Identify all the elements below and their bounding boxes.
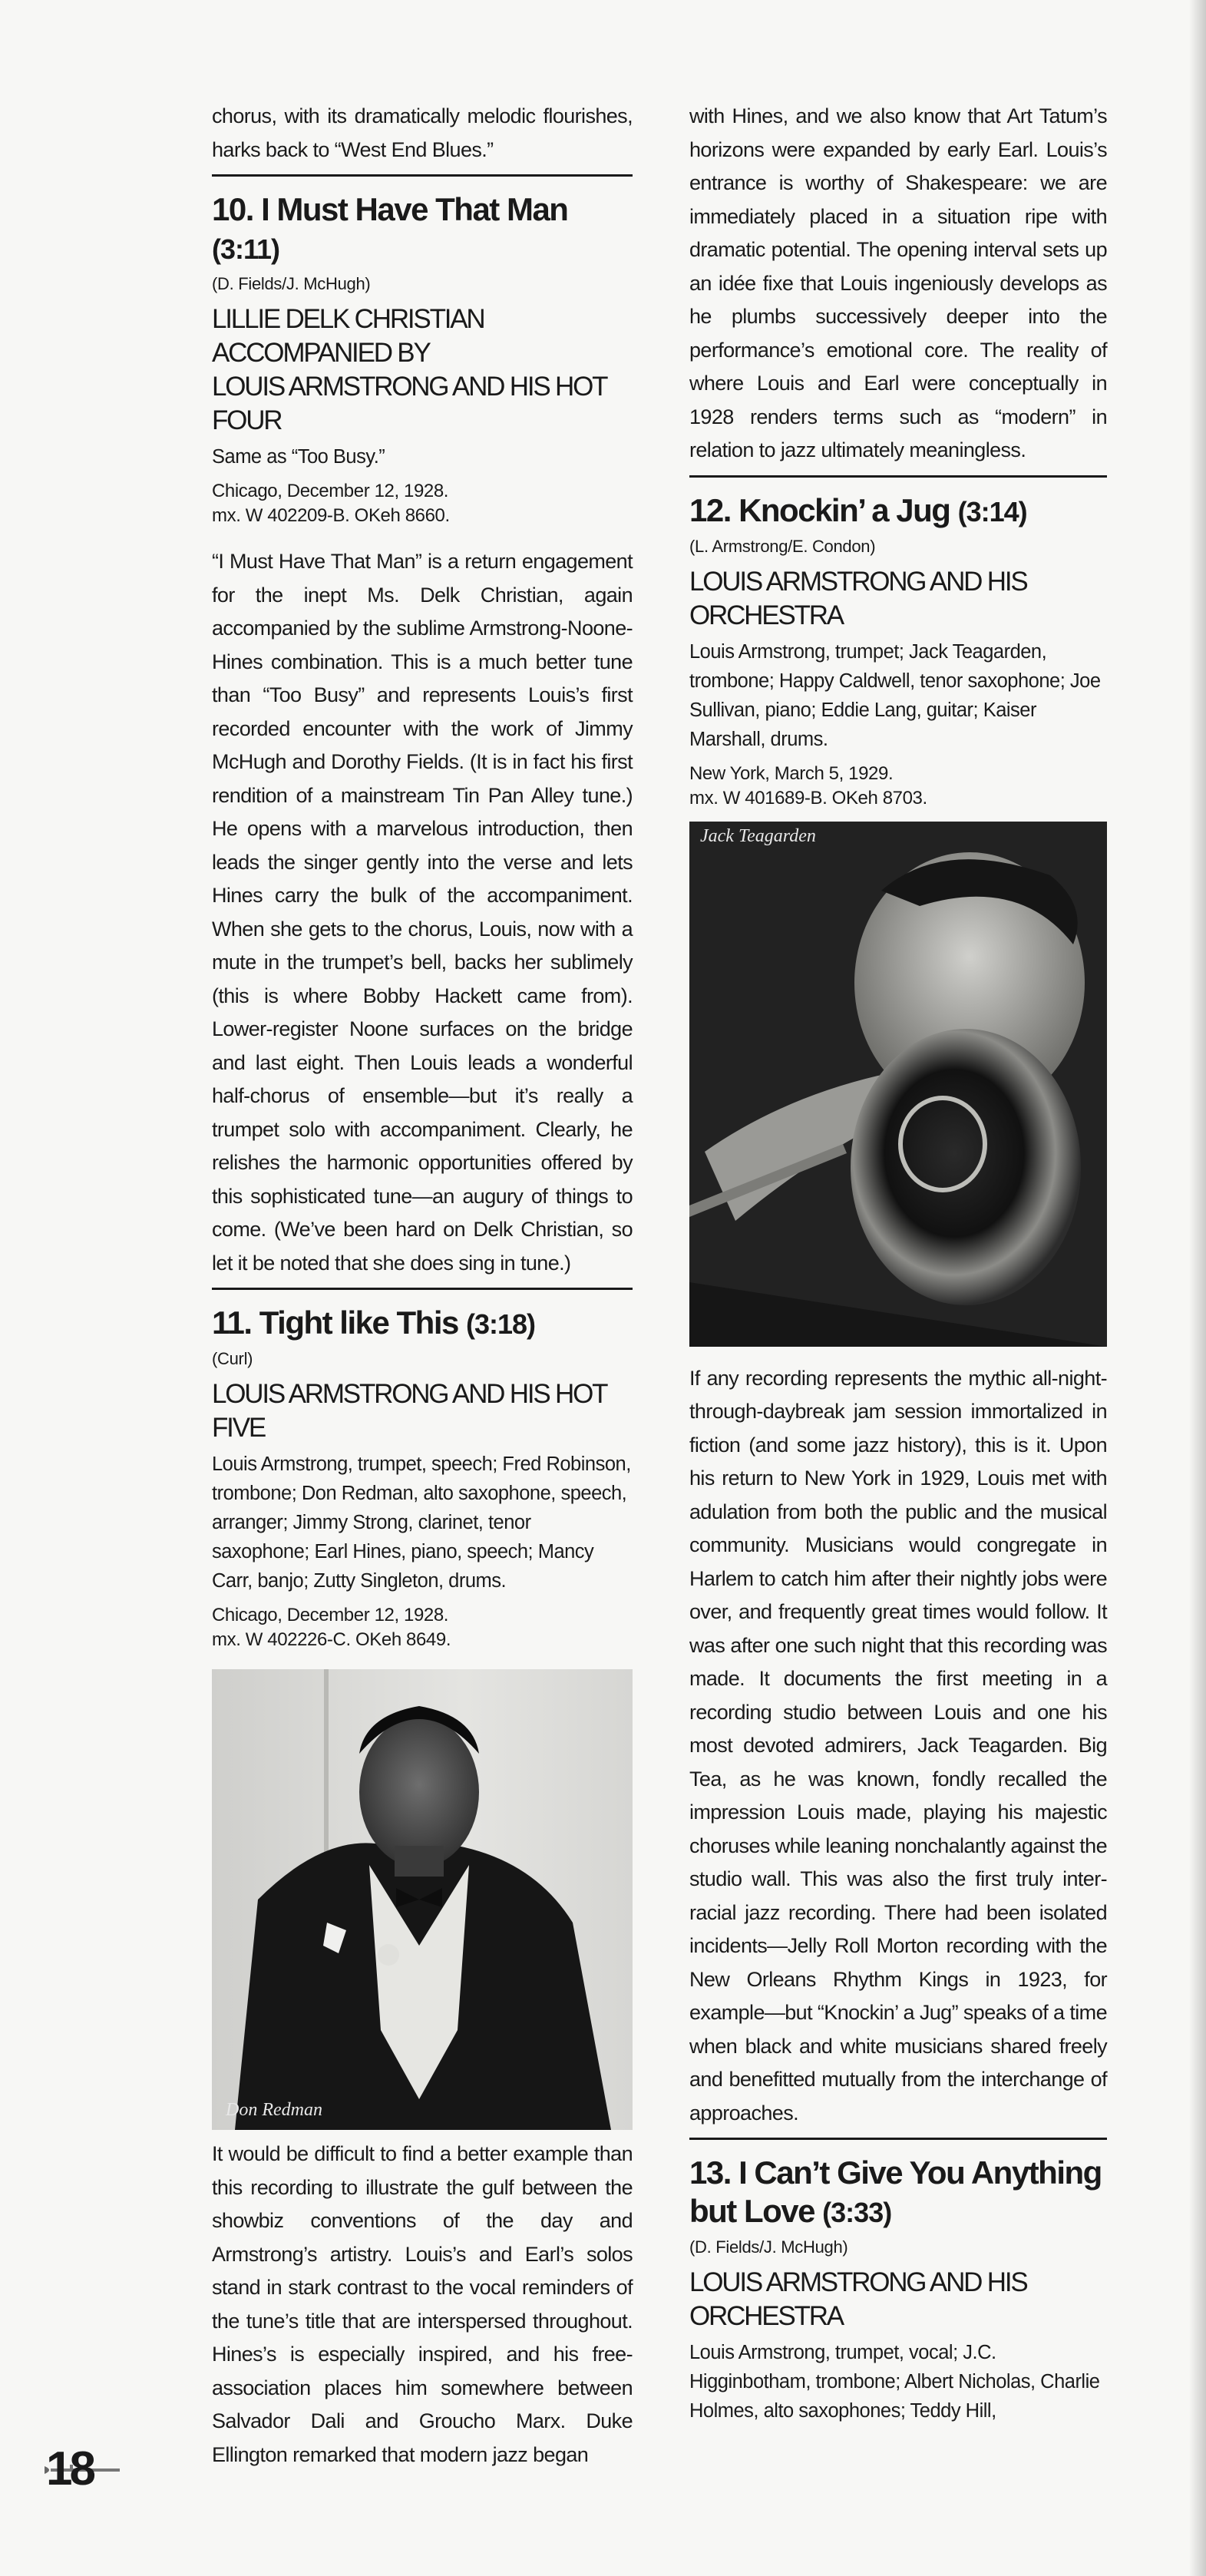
track-personnel: Louis Armstrong, trumpet, vocal; J.C. Higginbotham, trombone; Albert Nicholas, Charlie Holmes, alto saxophones; Teddy Hill, (689, 2342, 1100, 2422)
page-edge-shadow (1189, 0, 1206, 2576)
track-personnel: Louis Armstrong, trumpet, speech; Fred Robinson, trombone; Don Redman, alto saxophone, speech, arranger; Jimmy Strong, clarinet, tenor saxophone; Earl Hines, piano, speech; Mancy Carr, banjo; Zutty Singleton, drums. (212, 1453, 631, 1592)
track-duration: (3:11) (212, 233, 280, 265)
recording-session: New York, March 5, 1929. (689, 762, 894, 784)
track-artist: LOUIS ARMSTRONG AND HIS HOT FIVE (212, 1379, 606, 1443)
portrait-illustration (689, 822, 1107, 1347)
section-rule (212, 1288, 633, 1290)
matrix-number: mx. W 402209-B. OKeh 8660. (212, 505, 450, 526)
track-number: 10. (212, 191, 253, 227)
track-title-10 (212, 190, 633, 269)
recording-session: Chicago, December 12, 1928. (212, 481, 449, 501)
matrix-number: mx. W 402226-C. OKeh 8649. (212, 1629, 451, 1650)
section-rule (689, 2138, 1107, 2140)
track-composer: (L. Armstrong/E. Condon) (689, 536, 876, 556)
track-number: 11. (212, 1305, 252, 1341)
track-composer: (Curl) (212, 1349, 253, 1368)
track-notes: If any recording represents the mythic all-night-through-daybreak jam session immortalized in fiction (and some jazz history), this is it. Upon his return to New York in 1929, Louis met with adulation from both the public and the musical community. Musicians would congregate in Harlem to catch him after their nightly jobs were over, and frequently great times would follow. It was after one such night that this recording was made. It documents the first meeting in a recording studio between Louis and one his most devoted admirers, Jack Teagarden. Big Tea, as he was known, fondly recalled the impression Louis made, playing his majestic choruses while leaning nonchalantly against the studio wall. This was also the first truly inter-racial jazz recording. There had been isolated incidents—Jelly Roll Morton recording with the New Orleans Rhythm Kings in 1923, for example—but “Knockin’ a Jug” speaks of a time when black and white musicians shared freely and benefitted mutually from the interchange of approaches. (689, 1366, 1107, 2125)
track-number: 12. (689, 491, 731, 528)
track-personnel: Same as “Too Busy.” (212, 446, 385, 468)
continued-text: chorus, with its dramatically melodic flourishes, harks back to “West End Blues.” (212, 104, 633, 161)
track-title-13 (689, 2154, 1107, 2232)
track-name: Knockin’ a Jug (738, 491, 950, 528)
recording-session: Chicago, December 12, 1928. (212, 1605, 449, 1625)
continued-text: with Hines, and we also know that Art Tatum’s horizons were expanded by early Earl. Louis’s entrance is worthy of Shakespeare: we are immediately placed in a situation ripe with dramatic potential. The opening interval sets up an idée fixe that Louis ingeniously develops as he plumbs successively deeper into the performance’s emotional core. The reality of where Louis and Earl were conceptually in 1928 renders terms such as “modern” in relation to jazz ultimately meaningless. (689, 104, 1107, 461)
track-title-12 (689, 491, 1107, 531)
page-number: 18 (46, 2442, 93, 2495)
track-artist-continued: LOUIS ARMSTRONG AND HIS HOT FOUR (212, 372, 606, 435)
track-name: I Must Have That Man (261, 191, 568, 227)
track-number: 13. (689, 2154, 731, 2191)
portrait-illustration (212, 1669, 633, 2130)
matrix-number: mx. W 401689-B. OKeh 8703. (689, 787, 927, 809)
track-composer: (D. Fields/J. McHugh) (212, 274, 371, 293)
track-title-11 (212, 1304, 633, 1344)
don-redman-photo (212, 1669, 633, 2130)
track-composer: (D. Fields/J. McHugh) (689, 2237, 848, 2257)
track-name: Tight like This (259, 1305, 458, 1341)
track-artist: LOUIS ARMSTRONG AND HIS ORCHESTRA (689, 2267, 1027, 2331)
track-artist: LOUIS ARMSTRONG AND HIS ORCHESTRA (689, 566, 1027, 630)
track-personnel: Louis Armstrong, trumpet; Jack Teagarden, trombone; Happy Caldwell, tenor saxophone; Joe Sullivan, piano; Eddie Lang, guitar; Kaiser Marshall, drums. (689, 640, 1101, 750)
track-notes: “I Must Have That Man” is a return engagement for the inept Ms. Delk Christian, again accompanied by the sublime Armstrong-Noone-Hines combination. This is a much better tune than “Too Busy” and represents Louis’s first recorded encounter with the work of Jimmy McHugh and Dorothy Fields. (It is in fact his first rendition of a mainstream Tin Pan Alley tune.) He opens with a marvelous introduction, then leads the singer gently into the verse and lets Hines carry the bulk of the accompaniment. When she gets to the chorus, Louis, now with a mute in the trumpet’s bell, backs her sublimely (this is where Bobby Hackett came from). Lower-register Noone surfaces on the bridge and last eight. Then Louis leads a wonderful half-chorus of ensemble—but it’s really a trumpet solo with accompaniment. Clearly, he relishes the harmonic opportunities offered by this sophisticated tune—an augury of things to come. (We’ve been hard on Delk Christian, so let it be noted that she does sing in tune.) (212, 550, 633, 1275)
track-name: I Can’t Give You Anything (738, 2154, 1102, 2191)
section-rule (212, 174, 633, 177)
right-column (689, 100, 1107, 2426)
section-rule (689, 475, 1107, 478)
photo-caption: Don Redman (226, 2100, 322, 2120)
track-duration: (3:33) (822, 2197, 892, 2228)
track-duration: (3:18) (466, 1308, 536, 1340)
photo-caption: Jack Teagarden (700, 825, 816, 846)
track-duration: (3:14) (957, 495, 1027, 527)
track-notes: It would be difficult to find a better example than this recording to illustrate the gulf between the showbiz conventions of the day and Armstrong’s artistry. Louis’s and Earl’s solos stand in stark contrast to the vocal reminders of the tune’s title that are interspersed throughout. Hines’s is especially inspired, and his free-association places him somewhere between Salvador Dali and Groucho Marx. Duke Ellington remarked that modern jazz began (212, 2142, 633, 2466)
left-column (212, 100, 633, 2472)
track-artist: LILLIE DELK CHRISTIAN ACCOMPANIED BY (212, 304, 484, 368)
track-name-continued: but Love (689, 2193, 814, 2229)
jack-teagarden-photo (689, 822, 1107, 1347)
